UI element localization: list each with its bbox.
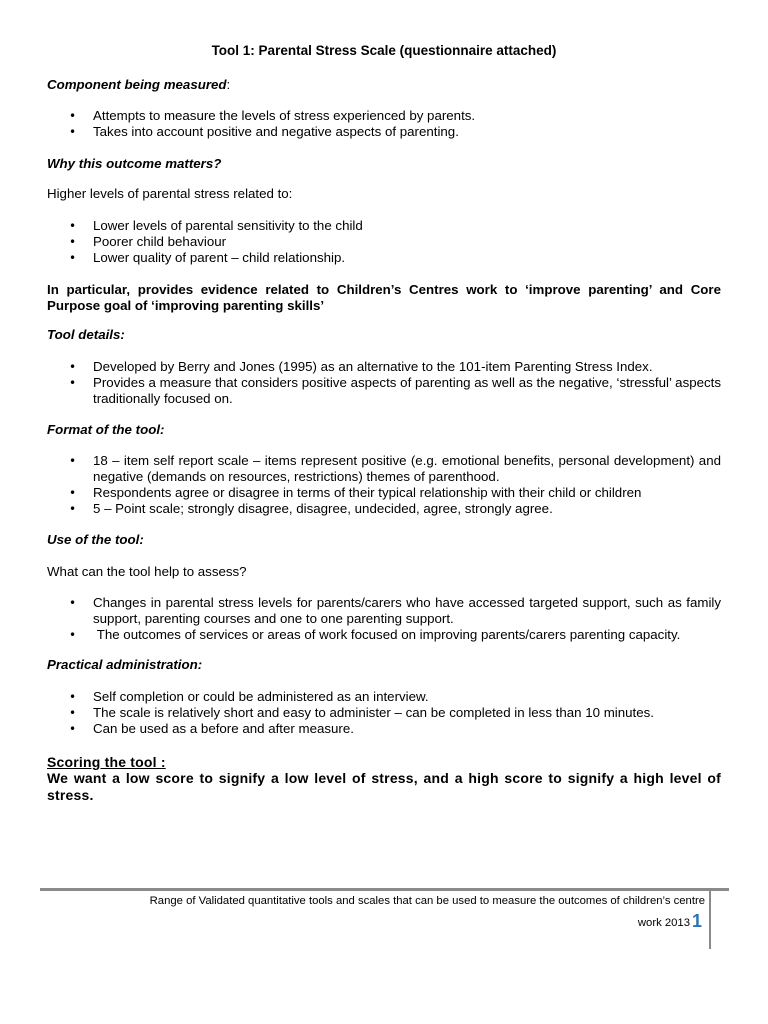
use-intro: What can the tool help to assess? [47, 564, 247, 579]
component-list [47, 108, 721, 140]
details-list-block [47, 359, 721, 407]
why-intro: Higher levels of parental stress related to: [47, 186, 293, 201]
list-item: • Takes into account positive and negative aspects of parenting. [47, 124, 721, 140]
why-list [47, 218, 721, 266]
list-item: • Changes in parental stress levels for parents/carers who have accessed targeted support, such as family support, parenting courses and one to one parenting support. [47, 595, 721, 627]
page-number: 1 [692, 911, 703, 931]
list-item: • Provides a measure that considers positive aspects of parenting as well as the negative, ‘stressful’ aspects traditionally focused on. [47, 375, 721, 407]
list-item: • The outcomes of services or areas of work focused on improving parents/carers parenting capacity. [47, 627, 721, 643]
details-heading-text: Tool details: [47, 327, 125, 342]
component-heading-block [47, 77, 721, 93]
list-item: • Respondents agree or disagree in terms of their typical relationship with their child or children [47, 485, 721, 501]
format-list-block [47, 453, 721, 517]
document-title: Tool 1: Parental Stress Scale (questionnaire attached) [211, 43, 557, 58]
scoring-heading: Scoring the tool : [47, 754, 166, 770]
scoring-text: We want a low score to signify a low level of stress, and a high score to signify a high level of stress. [47, 770, 721, 803]
why-heading-text: Why this outcome matters? [47, 156, 222, 171]
format-heading-text: Format of the tool: [47, 422, 165, 437]
list-item: • The scale is relatively short and easy to administer – can be completed in less than 10 minutes. [47, 705, 721, 721]
footer-text-line2: work 2013 [637, 917, 690, 929]
list-item: • Can be used as a before and after measure. [47, 721, 721, 737]
component-heading: Component being measured [47, 77, 227, 92]
footer-divider [40, 888, 729, 891]
footer-text-line1: Range of Validated quantitative tools and scales that can be used to measure the outcomes of children’s centre [149, 895, 705, 907]
list-item: • Self completion or could be administered as an interview. [47, 689, 721, 705]
use-list [47, 595, 721, 643]
why-list-block [47, 218, 721, 266]
component-list-block [47, 108, 721, 140]
list-item: • Lower quality of parent – child relationship. [47, 250, 721, 266]
list-item: • Poorer child behaviour [47, 234, 721, 250]
component-heading-suffix: : [226, 77, 231, 92]
evidence-paragraph: In particular, provides evidence related to Children’s Centres work to ‘improve parenting’ and Core Purpose goal of ‘improving parenting skills’ [47, 282, 721, 313]
list-item: • Developed by Berry and Jones (1995) as an alternative to the 101-item Parenting Stress Index. [47, 359, 721, 375]
admin-heading-text: Practical administration: [47, 657, 203, 672]
list-item: • 5 – Point scale; strongly disagree, disagree, undecided, agree, strongly agree. [47, 501, 721, 517]
use-heading-text: Use of the tool: [47, 532, 144, 547]
scoring-heading-block [47, 754, 721, 771]
use-heading [47, 532, 721, 548]
why-heading [47, 156, 721, 172]
list-item: • Attempts to measure the levels of stress experienced by parents. [47, 108, 721, 124]
details-list [47, 359, 721, 407]
format-heading [47, 422, 721, 438]
details-heading [47, 327, 721, 343]
admin-list-block [47, 689, 721, 737]
list-item: • Lower levels of parental sensitivity to the child [47, 218, 721, 234]
admin-list [47, 689, 721, 737]
footer-vertical-divider [709, 888, 711, 949]
format-list [47, 453, 721, 517]
admin-heading [47, 657, 721, 673]
use-list-block [47, 595, 721, 643]
list-item: • 18 – item self report scale – items represent positive (e.g. emotional benefits, personal development) and negative (demands on resources, restrictions) themes of parenthood. [47, 453, 721, 485]
